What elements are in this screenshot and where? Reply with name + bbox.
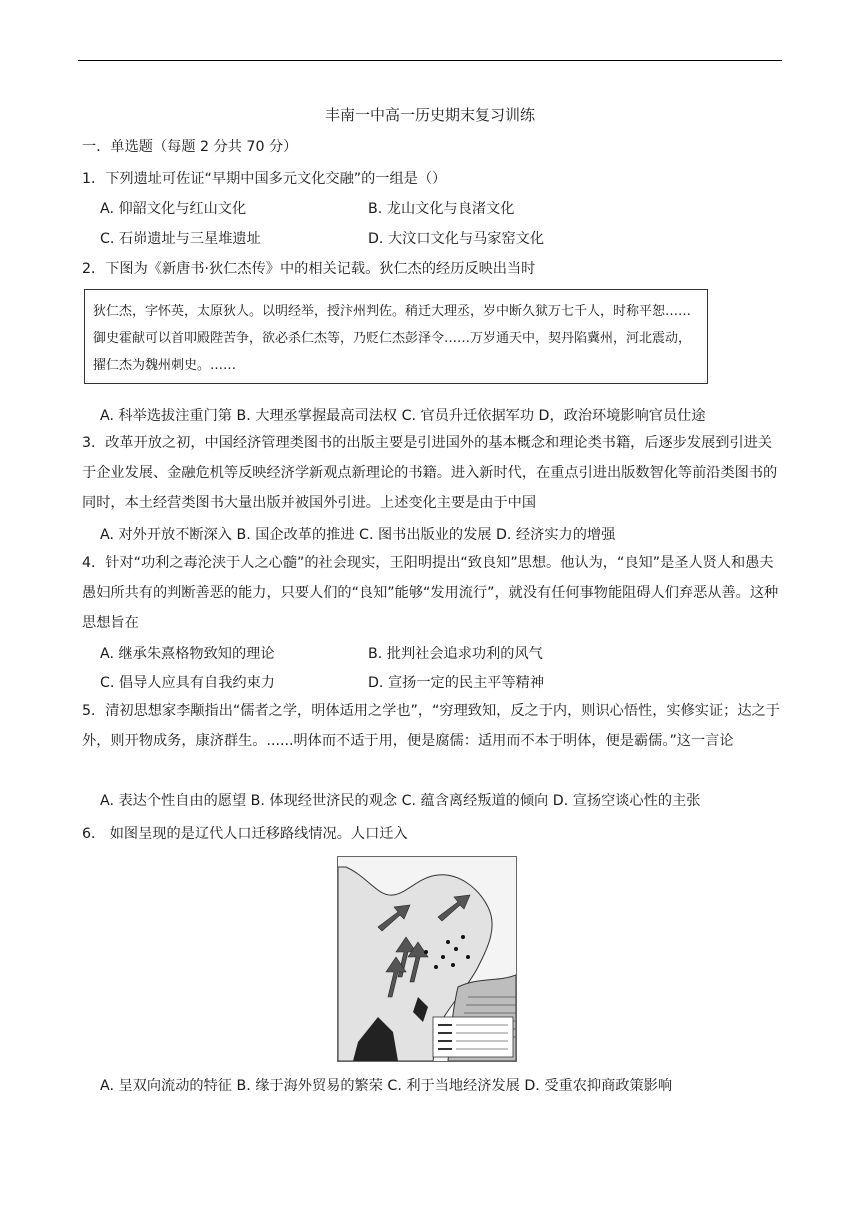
question-1-option-c: C. 石峁遗址与三星堆遗址 [100, 231, 261, 247]
question-6-options: A. 呈双向流动的特征 B. 缘于海外贸易的繁荣 C. 利于当地经济发展 D. 受重农抑商政策影响 [100, 1078, 673, 1094]
question-4-option-c: C. 倡导人应具有自我约束力 [100, 675, 275, 691]
header-rule [78, 60, 782, 61]
question-6-stem: 6． 如图呈现的是辽代人口迁移路线情况。人口迁入 [82, 826, 408, 842]
question-3-options: A. 对外开放不断深入 B. 国企改革的推进 C. 图书出版业的发展 D. 经济实力的增强 [100, 527, 616, 543]
question-4-option-a: A. 继承朱熹格物致知的理论 [100, 646, 275, 662]
question-2-quote-box: 狄仁杰，字怀英，太原狄人。以明经举，授汴州判佐。稍迁大理丞，岁中断久狱万七千人，时称平恕……御史霍献可以首叩殿陛苦争，欲必杀仁杰等，乃贬仁杰彭泽令……万岁通天中，契丹陷冀州，河北震动，擢仁杰为魏州刺史。…… [84, 289, 708, 384]
question-3-stem: 3．改革开放之初，中国经济管理类图书的出版主要是引进国外的基本概念和理论类书籍，后逐步发展到引进关于企业发展、金融危机等反映经济学新观点新理论的书籍。进入新时代，在重点引进出版数智化等前沿类图书的同时，本土经营类图书大量出版并被国外引进。上述变化主要是由于中国 [82, 435, 778, 511]
section-heading: 一．单选题（每题 2 分共 70 分） [82, 139, 298, 155]
question-1-option-a: A. 仰韶文化与红山文化 [100, 201, 247, 217]
question-1-stem: 1．下列遗址可佐证“早期中国多元文化交融”的一组是（） [82, 171, 447, 187]
question-4-stem: 4．针对“功利之毒沦浃于人之心髓”的社会现实，王阳明提出“致良知”思想。他认为，“良知”是圣人贤人和愚夫愚妇所共有的判断善恶的能力，只要人们的“良知”能够“发用流行”，就没有任何事物能阻碍人们弃恶从善。这种思想旨在 [82, 555, 779, 631]
question-4-option-d: D. 宣扬一定的民主平等精神 [368, 675, 545, 691]
page-title: 丰南一中高一历史期末复习训练 [324, 106, 535, 124]
liao-migration-map [337, 856, 517, 1062]
question-1-option-d: D. 大汶口文化与马家窑文化 [368, 231, 545, 247]
question-2-options: A. 科举选拔注重门第 B. 大理丞掌握最高司法权 C. 官员升迁依据军功 D，政治环境影响官员仕途 [100, 408, 706, 424]
map-illustration [338, 857, 516, 1061]
question-4-option-b: B. 批判社会追求功利的风气 [368, 646, 543, 662]
question-2-stem: 2．下图为《新唐书·狄仁杰传》中的相关记载。狄仁杰的经历反映出当时 [82, 261, 536, 277]
question-5-stem: 5．清初思想家李颙指出“儒者之学，明体适用之学也”，“穷理致知，反之于内，则识心悟性，实修实证；达之于外，则开物成务，康济群生。......明体而不适于用，便是腐儒：适用而不本于明体，便是霸儒。”这一言论 [82, 703, 780, 749]
question-5-options: A. 表达个性自由的愿望 B. 体现经世济民的观念 C. 蕴含离经叛道的倾向 D. 宣扬空谈心性的主张 [100, 793, 701, 809]
question-1-option-b: B. 龙山文化与良渚文化 [368, 201, 515, 217]
